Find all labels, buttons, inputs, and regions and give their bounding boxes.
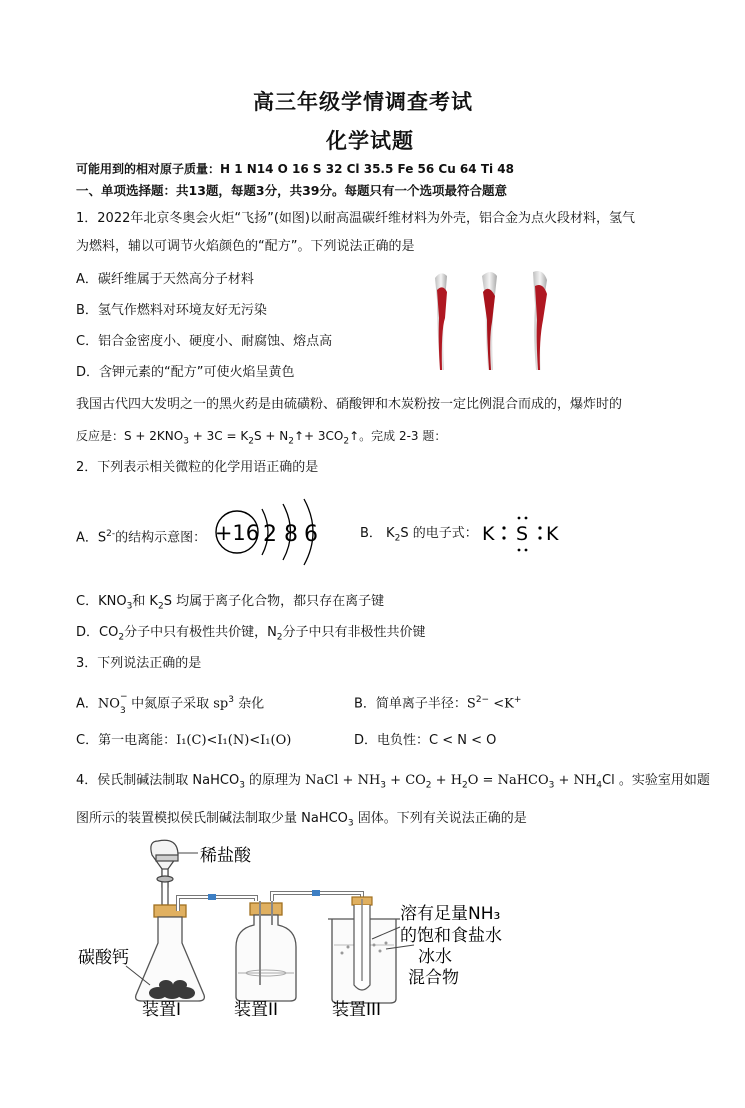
q3-a-sub: 3 [119,706,126,717]
q3-a-formula: NO [97,696,120,712]
q4-text: + H [431,773,463,788]
q4-text: 图所示的装置模拟侯氏制碱法制取少量 NaHCO [76,811,348,826]
q3-option-a [76,691,265,717]
q4-text: 固体。下列有关说法正确的是 [353,811,527,826]
q3-option-c [76,732,291,750]
q4-text: Cl 。实验室用如题 [602,773,710,788]
q3-option-d [354,732,496,750]
q4-sub: 4 [596,780,602,791]
q3-b-sup2: + [513,695,522,705]
passage-eq-part: ↑。完成 2-3 题： [349,429,447,443]
q3-a-sup: − [119,692,128,703]
solution-label-line2: 的饱和食盐水 [400,926,502,946]
q3-option-b [354,691,521,713]
q1-option-a: A．碳纤维属于天然高分子材料 [76,272,254,287]
q2-b-label: B． K [360,526,395,541]
q4-sub: 3 [380,780,387,791]
nucleus-charge: +16 [214,521,260,545]
atom-structure-diagram [210,492,330,572]
q2-d-text: D．CO [76,625,119,640]
passage-sub: 2 [343,436,350,447]
lewis-structure [480,512,570,556]
passage-sub: 2 [288,436,294,447]
q2-option-c [76,593,384,616]
q2-d-sub: 2 [276,632,283,643]
ice-label-line2: 混合物 [408,968,459,988]
q1-stem-line2: 为燃料，辅以可调节火焰颜色的“配方”。下列说法正确的是 [76,239,415,254]
page-title: 高三年级学情调查考试 [253,89,473,114]
q2-a-text: 的结构示意图： [115,530,207,546]
shell-1-count: 2 [263,522,277,547]
q3-a-sup2: 3 [228,695,234,705]
q3-a-text: 杂化 [233,696,265,712]
q3-c-label: C．第一电离能： [76,733,177,748]
ice-label-line1: 冰水 [418,947,452,967]
apparatus-diagram [70,835,530,1025]
q3-d-formula: C < N < O [429,733,497,748]
passage-eq-part: 反应是：S + 2KNO [76,429,184,443]
device-3-label: 装置III [332,1000,382,1020]
acid-label: 稀盐酸 [200,846,251,866]
wash-bottle [236,903,296,1001]
q3-a-text: 中氮原子采取 sp [126,696,229,712]
torch-2 [482,272,497,370]
q4-sub: 2 [425,780,432,791]
passage-sub: 2 [248,436,254,447]
q4-line1 [76,772,710,795]
q3-a-label: A． [76,696,98,712]
q1-option-d: D．含钾元素的“配方”可使火焰呈黄色 [76,365,295,380]
torch-3 [533,271,547,370]
device-2-label: 装置II [234,1000,279,1020]
q2-c-sub: 3 [126,601,133,612]
separatory-funnel [151,840,178,905]
solid-label: 碳酸钙 [78,948,129,968]
q4-sub: 2 [462,780,468,791]
q4-text: 的原理为 NaCl + NH [244,773,381,788]
torch-image [425,270,565,375]
q2-d-text: 分子中只有极性共价键，N [124,625,277,640]
passage-eq-part: + 3C = K [188,429,249,443]
q3-b-sup: 2− [475,695,490,705]
q4-text: + CO [386,773,426,788]
q2-c-text: 和 K [132,594,158,609]
q4-text: 4．侯氏制碱法制取 NaHCO [76,773,240,788]
device-1-label: 装置I [142,1000,182,1020]
passage-line2 [76,427,446,450]
lewis-s-center: S [516,523,529,545]
q3-stem: 3．下列说法正确的是 [76,656,202,671]
q3-c-formula: I₁(C)<I₁(N)<I₁(O) [176,733,292,748]
q3-b-text: <K [489,696,514,712]
shell-3-count: 6 [304,522,318,547]
q1-option-c: C．铝合金密度小、硬度小、耐腐蚀、熔点高 [76,334,333,349]
q4-line2 [76,810,527,833]
q4-text: + NH [554,773,597,788]
q2-d-sub: 2 [118,632,125,643]
solution-label-line1: 溶有足量NH₃ [400,904,501,924]
q4-sub: 3 [548,780,555,791]
q4-sub: 3 [239,780,245,791]
q4-sub: 3 [347,818,354,829]
q4-text: O = NaHCO [467,773,549,788]
q2-a-sup: 2- [106,529,116,539]
lewis-k-right: K [546,523,559,545]
q2-b-text: S 的电子式： [400,526,478,541]
passage-line1: 我国古代四大发明之一的黑火药是由硫磺粉、硝酸钾和木炭粉按一定比例混合而成的，爆炸时的 [76,397,623,412]
q2-stem: 2．下列表示相关微粒的化学用语正确的是 [76,460,319,475]
q1-stem-line1: 1．2022年北京冬奥会火炬“飞扬”(如图)以耐高温碳纤维材料为外壳，铝合金为点火段材料，氢气 [76,211,635,226]
lewis-k-left: K [482,523,495,545]
q2-a-label: A．S [76,530,107,546]
q2-d-text: 分子中只有非极性共价键 [282,625,426,640]
shell-2-count: 8 [284,522,298,547]
q2-c-text: C．KNO [76,594,127,609]
q2-b-sub: 2 [394,533,401,544]
passage-eq-part: ↑+ 3CO [293,429,344,443]
page-subtitle: 化学试题 [326,128,414,153]
q3-b-label: B．简单离子半径： [354,696,467,712]
q3-b-formula: S [466,696,476,712]
q2-option-d [76,624,426,647]
q1-option-b: B．氢气作燃料对环境友好无污染 [76,303,267,318]
q2-option-a [76,525,206,547]
torch-1 [435,273,447,370]
q2-c-text: S 均属于离子化合物，都只存在离子键 [163,594,385,609]
passage-sub: 3 [183,436,189,447]
q2-option-b [360,525,478,548]
passage-eq-part: S + N [253,429,289,443]
atomic-masses: 可能用到的相对原子质量：H 1 N14 O 16 S 32 Cl 35.5 Fe 56 Cu 64 Ti 48 [76,162,514,176]
q3-d-label: D．电负性： [354,733,430,748]
q2-c-sub: 2 [157,601,164,612]
section-heading: 一、单项选择题：共13题，每题3分，共39分。每题只有一个选项最符合题意 [76,183,507,198]
